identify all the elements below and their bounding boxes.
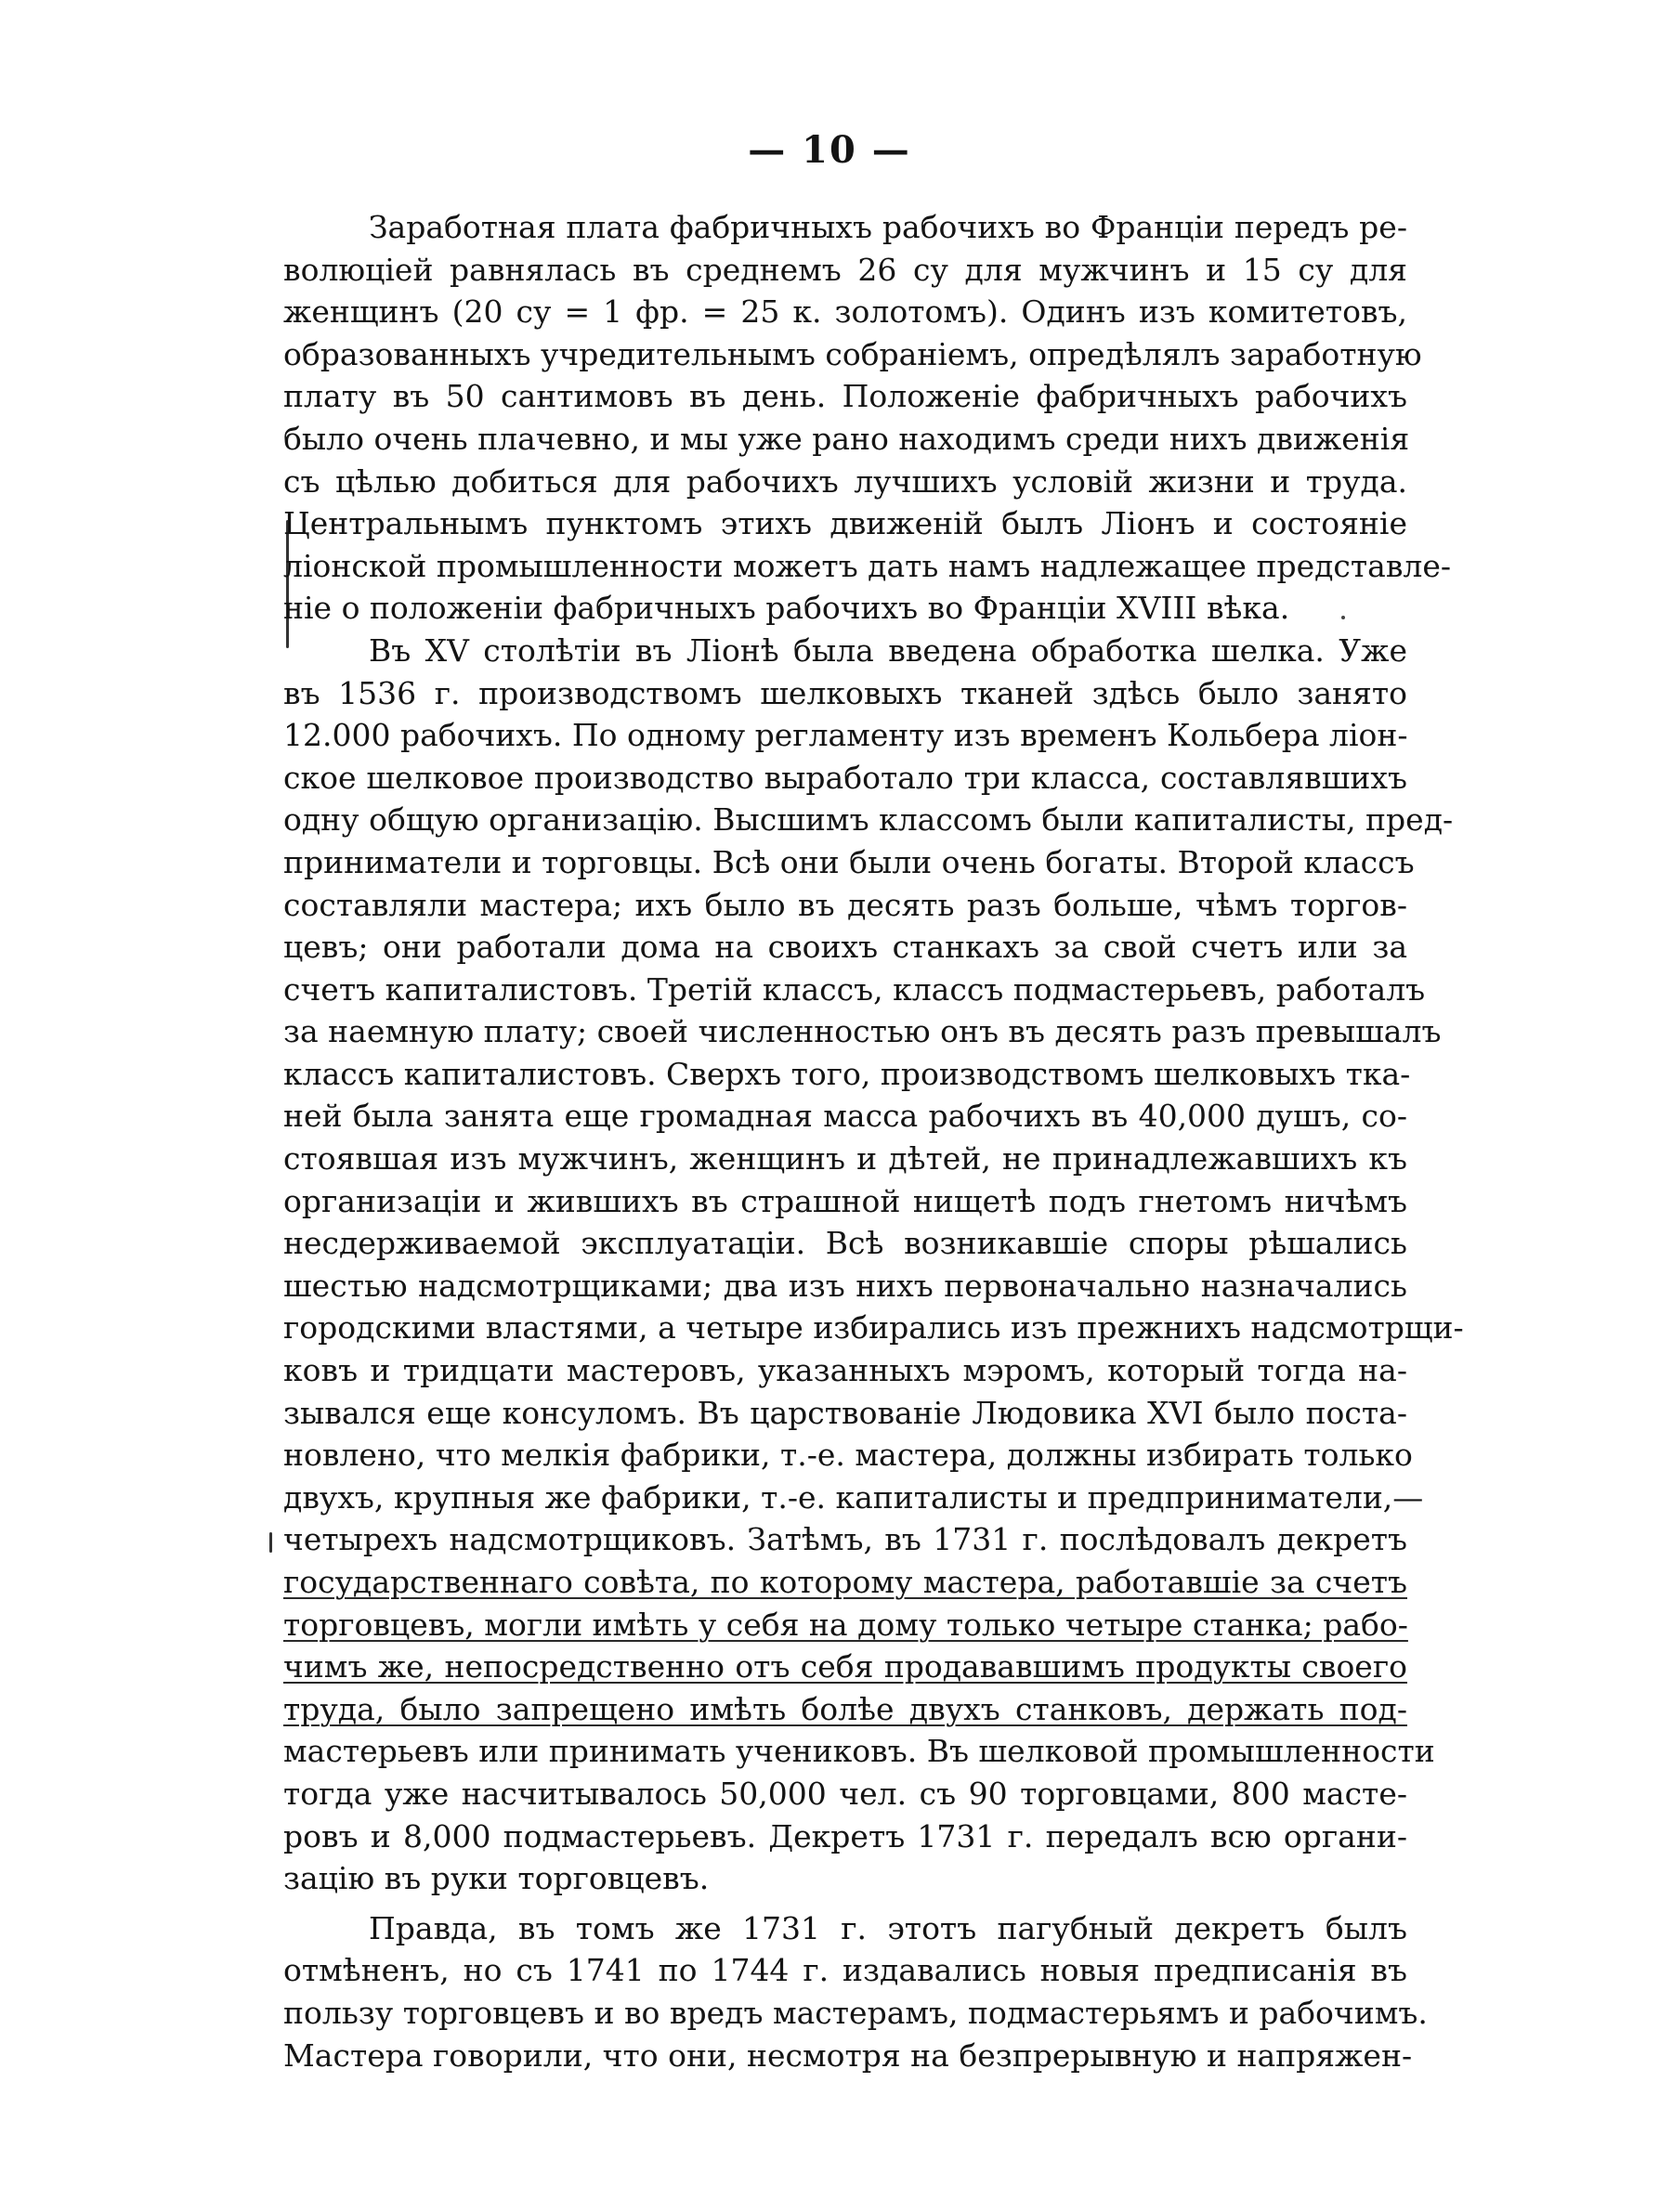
paragraph-3: [283, 1907, 1428, 2076]
text-line: мастерьевъ или принимать учениковъ. Въ шелковой промышленности: [283, 1733, 1435, 1770]
text-line: ніе о положеніи фабричныхъ рабочихъ во Франціи XVIII вѣка.: [283, 590, 1290, 627]
body-text: [283, 206, 1464, 2076]
text-line: четырехъ надсмотрщиковъ. Затѣмъ, въ 1731 г. послѣдовалъ декретъ: [283, 1521, 1407, 1558]
text-line: Заработная плата фабричныхъ рабочихъ во Франціи передъ ре-: [369, 209, 1407, 245]
text-line: плату въ 50 сантимовъ въ день. Положеніе фабричныхъ рабочихъ: [283, 378, 1407, 415]
paragraph-gap: [283, 1900, 1407, 1907]
text-line: городскими властями, а четыре избирались изъ прежнихъ надсмотрщи-: [283, 1309, 1464, 1347]
text-line: въ 1536 г. производствомъ шелковыхъ тканей здѣсь было занято: [283, 674, 1407, 711]
text-line: ковъ и тридцати мастеровъ, указанныхъ мэромъ, который тогда на-: [283, 1352, 1407, 1389]
text-line: счетъ капиталистовъ. Третій классъ, классъ подмастерьевъ, работалъ: [283, 970, 1426, 1008]
text-line: за наемную плату; своей численностью онъ въ десять разъ превышалъ: [283, 1013, 1442, 1050]
text-line: образованныхъ учредительнымъ собраніемъ, опредѣлялъ заработную: [283, 335, 1422, 372]
text-line: ровъ и 8,000 подмастерьевъ. Декретъ 1731 г. передалъ всю органи-: [283, 1817, 1407, 1854]
text-line: Центральнымъ пунктомъ этихъ движеній былъ Ліонъ и состояніе: [283, 505, 1407, 542]
text-line: 12.000 рабочихъ. По одному регламенту изъ временъ Кольбера ліон-: [283, 717, 1408, 754]
text-line: несдерживаемой эксплуатаціи. Всѣ возникавшіе споры рѣшались: [283, 1225, 1407, 1262]
text-line: Мастера говорили, что они, несмотря на безпрерывную и напряжен-: [283, 2036, 1413, 2074]
text-line: женщинъ (20 су = 1 фр. = 25 к. золотомъ). Одинъ изъ комитетовъ,: [283, 293, 1407, 331]
underlined-text-line: торговцевъ, могли имѣть у себя на дому только четыре станка; рабо-: [283, 1606, 1408, 1643]
text-line: организаціи и жившихъ въ страшной нищетѣ подъ гнетомъ ничѣмъ: [283, 1182, 1407, 1219]
paragraph-1: [283, 206, 1452, 630]
margin-pen-mark: [269, 1532, 272, 1553]
text-line: отмѣненъ, но съ 1741 по 1744 г. издавались новыя предписанія въ: [283, 1952, 1407, 1989]
text-line: составляли мастера; ихъ было въ десять разъ больше, чѣмъ торгов-: [283, 886, 1407, 923]
text-line: было очень плачевно, и мы уже рано находимъ среди нихъ движенія: [283, 420, 1410, 457]
text-line: двухъ, крупныя же фабрики, т.-е. капиталисты и предприниматели,—: [283, 1478, 1424, 1516]
text-line: зацію въ руки торговцевъ.: [283, 1860, 710, 1897]
text-line: ліонской промышленности можетъ дать намъ надлежащее представле-: [283, 547, 1452, 584]
text-line: зывался еще консуломъ. Въ царствованіе Людовика XVI было поста-: [283, 1394, 1407, 1431]
text-line: пользу торговцевъ и во вредъ мастерамъ, подмастерьямъ и рабочимъ.: [283, 1994, 1428, 2031]
underlined-text-line: государственнаго совѣта, по которому мастера, работавшіе за счетъ: [283, 1564, 1407, 1600]
text-line: Правда, въ томъ же 1731 г. этотъ пагубный декретъ былъ: [369, 1909, 1407, 1946]
text-line: цевъ; они работали дома на своихъ станкахъ за свой счетъ или за: [283, 929, 1407, 966]
text-line: тогда уже насчитывалось 50,000 чел. съ 90 торговцами, 800 масте-: [283, 1775, 1407, 1812]
text-line: классъ капиталистовъ. Сверхъ того, производствомъ шелковыхъ тка-: [283, 1055, 1411, 1092]
text-line: стоявшая изъ мужчинъ, женщинъ и дѣтей, не принадлежавшихъ къ: [283, 1140, 1407, 1178]
text-line: Въ XV столѣтіи въ Ліонѣ была введена обработка шелка. Уже: [369, 631, 1407, 669]
page-number: — 10 —: [748, 128, 911, 172]
underlined-text-line: труда, было запрещено имѣть болѣе двухъ станковъ, держать под-: [283, 1690, 1407, 1727]
text-line: шестью надсмотрщиками; два изъ нихъ первоначально назначались: [283, 1267, 1407, 1304]
text-line: волюціей равнялась въ среднемъ 26 су для мужчинъ и 15 су для: [283, 251, 1407, 288]
text-line: съ цѣлью добиться для рабочихъ лучшихъ условій жизни и труда.: [283, 462, 1407, 500]
text-line: одну общую организацію. Высшимъ классомъ были капиталисты, пред-: [283, 801, 1454, 839]
text-line: приниматели и торговцы. Всѣ они были очень богаты. Второй классъ: [283, 843, 1415, 880]
underlined-text-line: чимъ же, непосредственно отъ себя продававшимъ продукты своего: [283, 1648, 1407, 1685]
text-line: новлено, что мелкія фабрики, т.-е. мастера, должны избирать только: [283, 1437, 1413, 1474]
text-line: ское шелковое производство выработало три класса, составлявшихъ: [283, 759, 1407, 796]
paragraph-2: [283, 630, 1464, 1900]
text-line: ней была занята еще громадная масса рабочихъ въ 40,000 душъ, со-: [283, 1098, 1407, 1135]
